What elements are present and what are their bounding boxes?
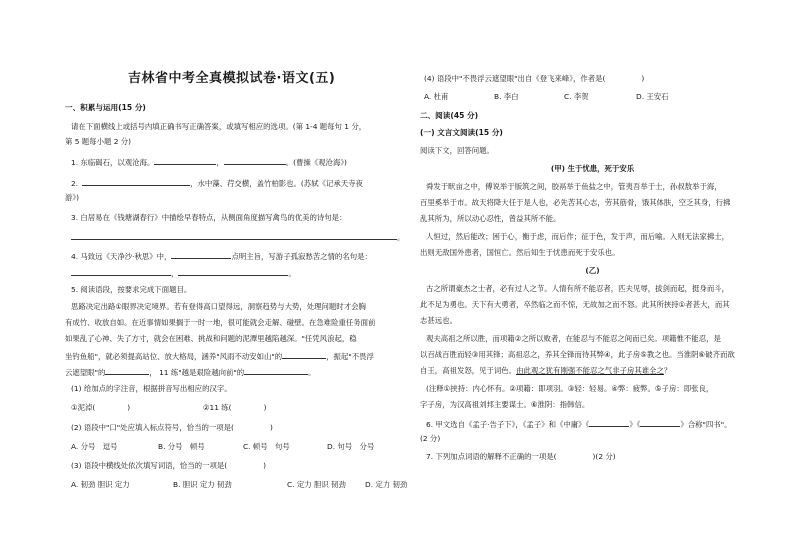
s4-close: ) <box>641 74 645 83</box>
q6-tail: 》合称"四书"。 <box>680 420 732 429</box>
q2-blank[interactable] <box>82 177 190 186</box>
jia-line-2: 百里奚举于市。故天将降大任于是人也，必先苦其心志，劳其筋骨，饿其体肤，空乏其身，行拂 <box>420 198 731 207</box>
reading-instruction: 阅读下文，回答问题。 <box>420 146 494 155</box>
q4-text-mid: 点明主旨，写游子孤寂愁苦之情的名句是： <box>231 252 372 261</box>
passage-5-end: 。 <box>308 368 316 377</box>
question-3-answer <box>71 231 404 243</box>
q2-text: ，水中藻、荇交横，盖竹柏影也。(苏轼《记承天寺夜 <box>190 179 363 188</box>
question-4-answer <box>71 267 296 279</box>
section-2-heading: 二、阅读(45 分) <box>420 111 479 120</box>
yi-line-3: 志甚远也。 <box>420 316 457 325</box>
s4-option-b[interactable]: B. 李白 <box>494 92 519 101</box>
jia-line-1: 舜发于畎亩之中，傅说举于版筑之间，胶鬲举于鱼盐之中，管夷吾举于士，孙叔敖举于海， <box>426 182 722 191</box>
question-5: 5. 阅读语段，按要求完成下面题目。 <box>71 285 192 294</box>
yi-line-4: 观夫高祖之所以胜，而项籍②之所以败者，在能忍与不能忍之间而已矣。项籍惟不能忍，是 <box>426 334 721 343</box>
s4-option-c[interactable]: C. 李贺 <box>564 92 589 101</box>
passage-yi-title: (乙) <box>585 266 600 275</box>
question-4 <box>71 250 372 262</box>
subquestion-3 <box>71 461 266 471</box>
s3-option-d[interactable]: D. 定力 韧劲 <box>365 480 408 489</box>
q4-text: 4. 马致远《天净沙·秋思》中， <box>71 252 172 261</box>
s3-option-c[interactable]: C. 定力 胆识 韧劲 <box>287 480 346 489</box>
section-2a-heading: (一) 文言文阅读(15 分) <box>420 128 503 137</box>
yi-6-text: 自王，高祖发怒，见于词色。 <box>420 366 517 375</box>
yi-6-underlined: 由此观之犹有刚强不能忍之气非子房其谁全之 <box>516 366 664 375</box>
q4-comma: ， <box>171 269 179 278</box>
section-1-heading: 一、积累与运用(15 分) <box>65 103 146 112</box>
question-6 <box>426 418 732 430</box>
question-6-score: (2 分) <box>420 434 441 443</box>
q1-blank-1[interactable] <box>154 156 216 165</box>
question-2 <box>71 177 363 189</box>
q1-text: 1. 东临碣石，以观沧海。 <box>71 158 155 167</box>
q4-period: 。 <box>288 269 296 278</box>
passage-blank-3[interactable] <box>244 366 308 375</box>
q6-blank-1[interactable] <box>589 418 629 427</box>
s3-close: ) <box>263 461 267 470</box>
s2-option-c[interactable]: C. 顿号 句号 <box>243 442 290 451</box>
passage-line-2: 有成竹、收放自如。在近事情如果搁于一时一地，很可能就会走解、碰壁。在急难险重任务面前 <box>65 318 376 327</box>
s2-option-b[interactable]: B. 分号 顿号 <box>158 442 205 451</box>
q2-number: 2. <box>71 179 79 188</box>
s4-option-a[interactable]: A. 杜甫 <box>424 92 449 101</box>
s4-option-d[interactable]: D. 王安石 <box>636 92 669 101</box>
q4-blank-1[interactable] <box>171 250 231 259</box>
yi-line-6 <box>420 366 671 376</box>
s1-item-a-close: ) <box>127 403 131 412</box>
instructions-line-2: 第 5 题每小题 2 分) <box>65 137 132 146</box>
notes-line-2: 字子房，为汉高祖刘邦主要谋士。⑥淮阴：指韩信。 <box>420 400 590 409</box>
s2-close: ) <box>269 423 273 432</box>
q4-blank-2[interactable] <box>71 267 171 276</box>
instructions-line-1: 请在下面横线上或括号内填正确书写正确答案，或填写相应的选项。(第 1-4 题每句 1 分， <box>71 122 367 131</box>
question-7 <box>426 452 616 462</box>
question-3: 3. 白居易在《钱塘湖春行》中描绘早春特点，从侧面角度描写禽鸟的优美的诗句是： <box>71 213 347 222</box>
s3-option-a[interactable]: A. 韧劲 胆识 定力 <box>71 480 130 489</box>
yi-line-5: 以百战百胜而轻③用其锋；高祖忍之，养其全锋而待其弊④，此子房⑤教之也。当淮阴⑥破齐而欲 <box>420 350 735 359</box>
s2-text: (2) 语段中"口"处应填入标点符号，恰当的一项是( <box>71 423 234 432</box>
passage-4-tail: ，振起"不畏浮 <box>326 352 374 361</box>
s2-option-d[interactable]: D. 句号 分号 <box>327 442 375 451</box>
question-1 <box>71 156 347 168</box>
jia-line-3: 乱其所为，所以动心忍性，曾益其所不能。 <box>420 214 561 223</box>
yi-6-end: ？ <box>663 366 672 375</box>
question-2-cont: 游》) <box>65 193 79 202</box>
passage-line-1: 思路决定出路①眼界决定境界。若有登得高口望得远，洞察趋势与大势，处理问题时才会胸 <box>71 302 366 311</box>
s3-option-b[interactable]: B. 胆识 定力 韧劲 <box>173 480 232 489</box>
s3-text: (3) 语段中横线处依次填写词语，恰当的一项是( <box>71 461 228 470</box>
subquestion-4 <box>424 74 644 84</box>
subquestion-1: (1) 给加点的字注音，根据拼音写出相应的汉字。 <box>71 384 232 393</box>
notes-line-1: (注释①挟持：内心怀有。②项籍：即项羽。③轻：轻易。④弊：疲弊。⑤子房：即张良， <box>426 384 714 393</box>
s4-text: (4) 语段中"不畏浮云遮望眼"出自《登飞来峰》，作者是( <box>424 74 606 83</box>
q7-text: 7. 下列加点词语的解释不正确的一项是( <box>426 452 557 461</box>
q1-source: 。(曹操《观沧海》) <box>285 158 347 167</box>
s2-option-a[interactable]: A. 分号 逗号 <box>71 442 118 451</box>
s1-item-a: ①泥淖( <box>71 403 96 412</box>
subquestion-1-items <box>71 403 266 413</box>
passage-jia-title: (甲) 生于忧患，死于安乐 <box>550 164 635 173</box>
q3-blank[interactable] <box>71 231 397 240</box>
q6-blank-2[interactable] <box>640 418 680 427</box>
jia-line-4: 人恒过，然后能改；困于心，衡于虑，而后作；征于色，发于声，而后喻。入则无法家拂士， <box>426 232 730 241</box>
subquestion-2 <box>71 423 273 433</box>
s1-item-b-close: ) <box>263 403 267 412</box>
passage-blank-2[interactable] <box>105 366 149 375</box>
page-title: 吉林省中考全真模拟试卷·语文(五) <box>128 71 336 86</box>
passage-4-text: 坐钓鱼船"，就必须提高站位、放大格局，涵养"风雨不动安如山"的 <box>65 352 283 361</box>
yi-line-1: 古之所谓豪杰之士者，必有过人之节。人情有所不能忍者，匹夫见辱，拔剑而起，挺身而斗， <box>426 284 730 293</box>
passage-line-4 <box>65 350 374 362</box>
passage-5-mid: ， 11 练"越是艰险越向前"的 <box>149 368 245 377</box>
s1-item-b: ②11 练( <box>202 403 232 412</box>
q6-text: 6. 甲文选自《孟子·告子下》，《孟子》和《中庸》《 <box>426 420 590 429</box>
yi-line-2: 此不足为勇也。天下有大勇者，卒然临之而不惊，无故加之而不怒。此其所挟持①者甚大，而其 <box>420 300 730 309</box>
q6-mid: 》《 <box>629 420 641 429</box>
jia-line-5: 出则无敌国外患者，国恒亡。然后知生于忧患而死于安乐也。 <box>420 248 620 257</box>
q7-close: )(2 分) <box>592 452 616 461</box>
passage-blank-1[interactable] <box>282 350 326 359</box>
passage-5-text: 云遮望眼"的 <box>65 368 106 377</box>
q3-period: 。 <box>397 233 405 242</box>
q1-comma: ， <box>216 158 224 167</box>
q1-blank-2[interactable] <box>224 156 286 165</box>
passage-line-5 <box>65 366 316 378</box>
q4-blank-3[interactable] <box>178 267 288 276</box>
passage-line-3: 如果乱了心神、失了方寸，就会在困难、挑战和问题的泥潭里越陷越深。"任凭风浪起，稳 <box>65 334 357 343</box>
